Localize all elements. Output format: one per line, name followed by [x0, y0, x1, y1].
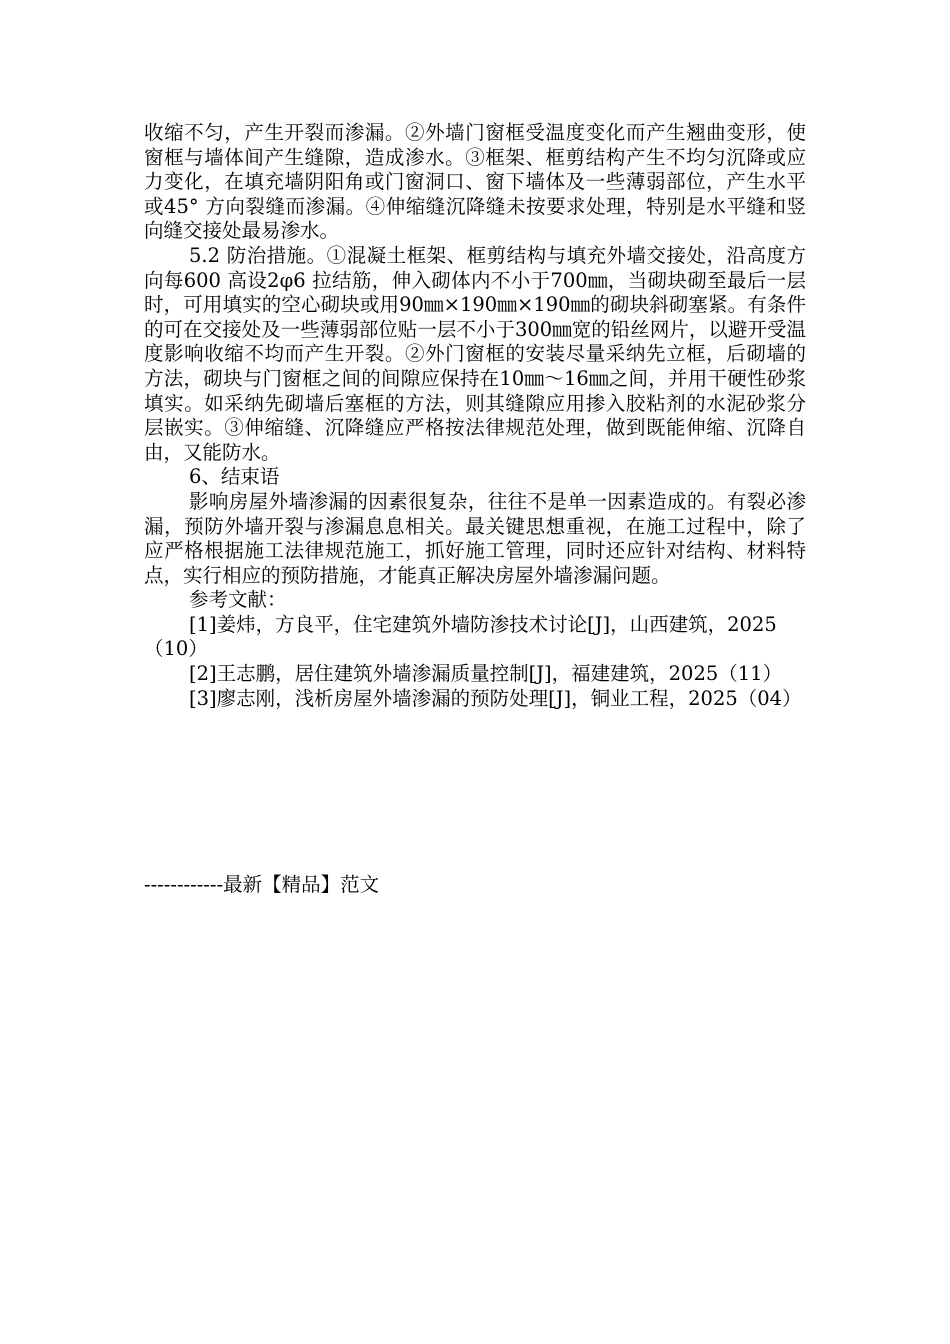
reference-item-3: [3]廖志刚，浅析房屋外墙渗漏的预防处理[J]，铜业工程，2025（04）: [189, 686, 802, 710]
section-heading-conclusion: 6、结束语: [189, 465, 280, 489]
paragraph-prevention-measures: 5.2 防治措施。①混凝土框架、框剪结构与填充外墙交接处，沿高度方向每600 高设2φ6 拉结筋，伸入砌体内不小于700㎜，当砌块砌至最后一层时，可用填实的空心砌块或用90㎜×190㎜×190㎜的砌块斜砌塞紧。有条件的可在交接处及一些薄弱部位贴一层不小于300㎜宽的铅丝网片，以避开受温度影响收缩不均而产生开裂。②外门窗框的安装尽量采纳先立框，后砌墙的方法，砌块与门窗框之间的间隙应保持在10㎜～16㎜之间，并用干硬性砂浆填实。如采纳先砌墙后塞框的方法，则其缝隙应用掺入胶粘剂的水泥砂浆分层嵌实。③伸缩缝、沉降缝应严格按法律规范处理，做到既能伸缩、沉降自由，又能防水。: [144, 243, 806, 464]
document-body: [144, 121, 806, 711]
footer-label: ------------最新【精品】范文: [144, 873, 380, 896]
reference-item-1: [1]姜炜，方良平，住宅建筑外墙防渗技术讨论[J]，山西建筑，2025（10）: [144, 612, 777, 661]
references-heading: 参考文献：: [189, 588, 287, 612]
paragraph-conclusion: 影响房屋外墙渗漏的因素很复杂，往往不是单一因素造成的。有裂必渗漏，预防外墙开裂与渗漏息息相关。最关键思想重视，在施工过程中，除了应严格根据施工法律规范施工，抓好施工管理，同时还应针对结构、材料特点，实行相应的预防措施，才能真正解决房屋外墙渗漏问题。: [144, 489, 806, 587]
reference-item-2: [2]王志鹏，居住建筑外墙渗漏质量控制[J]，福建建筑，2025（11）: [189, 662, 783, 686]
paragraph-causes-continuation: 收缩不匀，产生开裂而渗漏。②外墙门窗框受温度变化而产生翘曲变形，使窗框与墙体间产生缝隙，造成渗水。③框架、框剪结构产生不均匀沉降或应力变化，在填充墙阴阳角或门窗洞口、窗下墙体及一些薄弱部位，产生水平或45° 方向裂缝而渗漏。④伸缩缝沉降缝未按要求处理，特别是水平缝和竖向缝交接处最易渗水。: [144, 121, 806, 243]
